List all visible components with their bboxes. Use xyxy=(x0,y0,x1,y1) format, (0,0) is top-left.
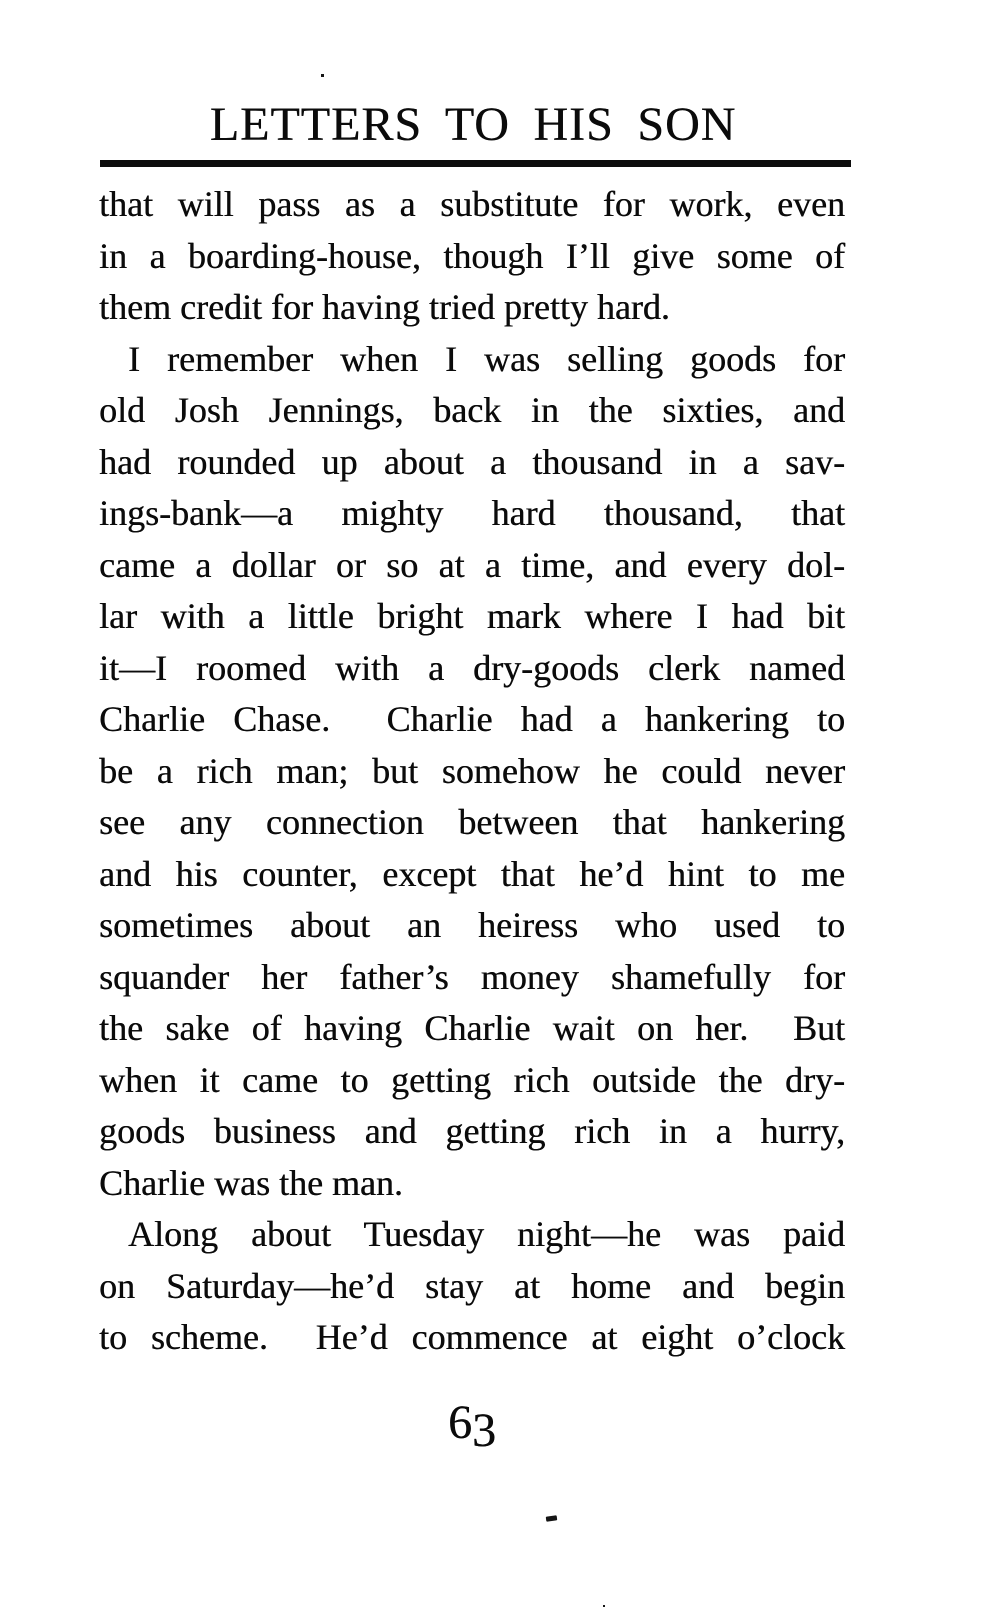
text-line: in a boarding-house, though I’ll give some of xyxy=(99,235,845,276)
text-line: sometimes about an heiress who used to xyxy=(99,905,845,945)
text-line: on Saturday—he’d stay at home and begin xyxy=(99,1265,845,1306)
text-line: see any connection between that hankering xyxy=(99,802,845,842)
text-line: that will pass as a substitute for work, even xyxy=(99,184,845,224)
text-line: and his counter, except that he’d hint to me xyxy=(99,853,845,894)
body-text xyxy=(99,179,845,1364)
text-line: squander her father’s money shamefully for xyxy=(99,956,845,997)
text-line: Along about Tuesday night—he was paid xyxy=(128,1214,845,1254)
text-line: Charlie was the man. xyxy=(99,1162,403,1203)
page-number-digit: 6 xyxy=(448,1396,472,1449)
text-line: Charlie Chase. Charlie had a hankering to xyxy=(99,699,845,739)
text-line: lar with a little bright mark where I had bit xyxy=(99,596,845,636)
text-line: when it came to getting rich outside the dry- xyxy=(99,1059,845,1100)
text-line: goods business and getting rich in a hurry, xyxy=(99,1111,845,1151)
text-line: it—I roomed with a dry-goods clerk named xyxy=(99,647,845,688)
running-head-title: LETTERS TO HIS SON xyxy=(209,98,737,151)
page-number-digit: 3 xyxy=(472,1404,496,1457)
text-line: ings-bank—a mighty hard thousand, that xyxy=(99,493,845,533)
ink-speck xyxy=(321,74,324,77)
text-line: them credit for having tried pretty hard. xyxy=(99,287,670,327)
text-line: be a rich man; but somehow he could never xyxy=(99,750,845,791)
text-line: to scheme. He’d commence at eight o’clock xyxy=(99,1317,845,1357)
ink-speck xyxy=(603,1605,605,1607)
ink-speck xyxy=(546,1515,558,1521)
text-line: came a dollar or so at a time, and every dol- xyxy=(99,544,845,585)
text-line: old Josh Jennings, back in the sixties, and xyxy=(99,390,845,430)
text-line: had rounded up about a thousand in a sav- xyxy=(99,441,845,482)
header-rule xyxy=(100,160,851,167)
page-number xyxy=(99,1396,845,1457)
text-line: the sake of having Charlie wait on her. But xyxy=(99,1008,845,1048)
text-line: I remember when I was selling goods for xyxy=(128,338,845,379)
